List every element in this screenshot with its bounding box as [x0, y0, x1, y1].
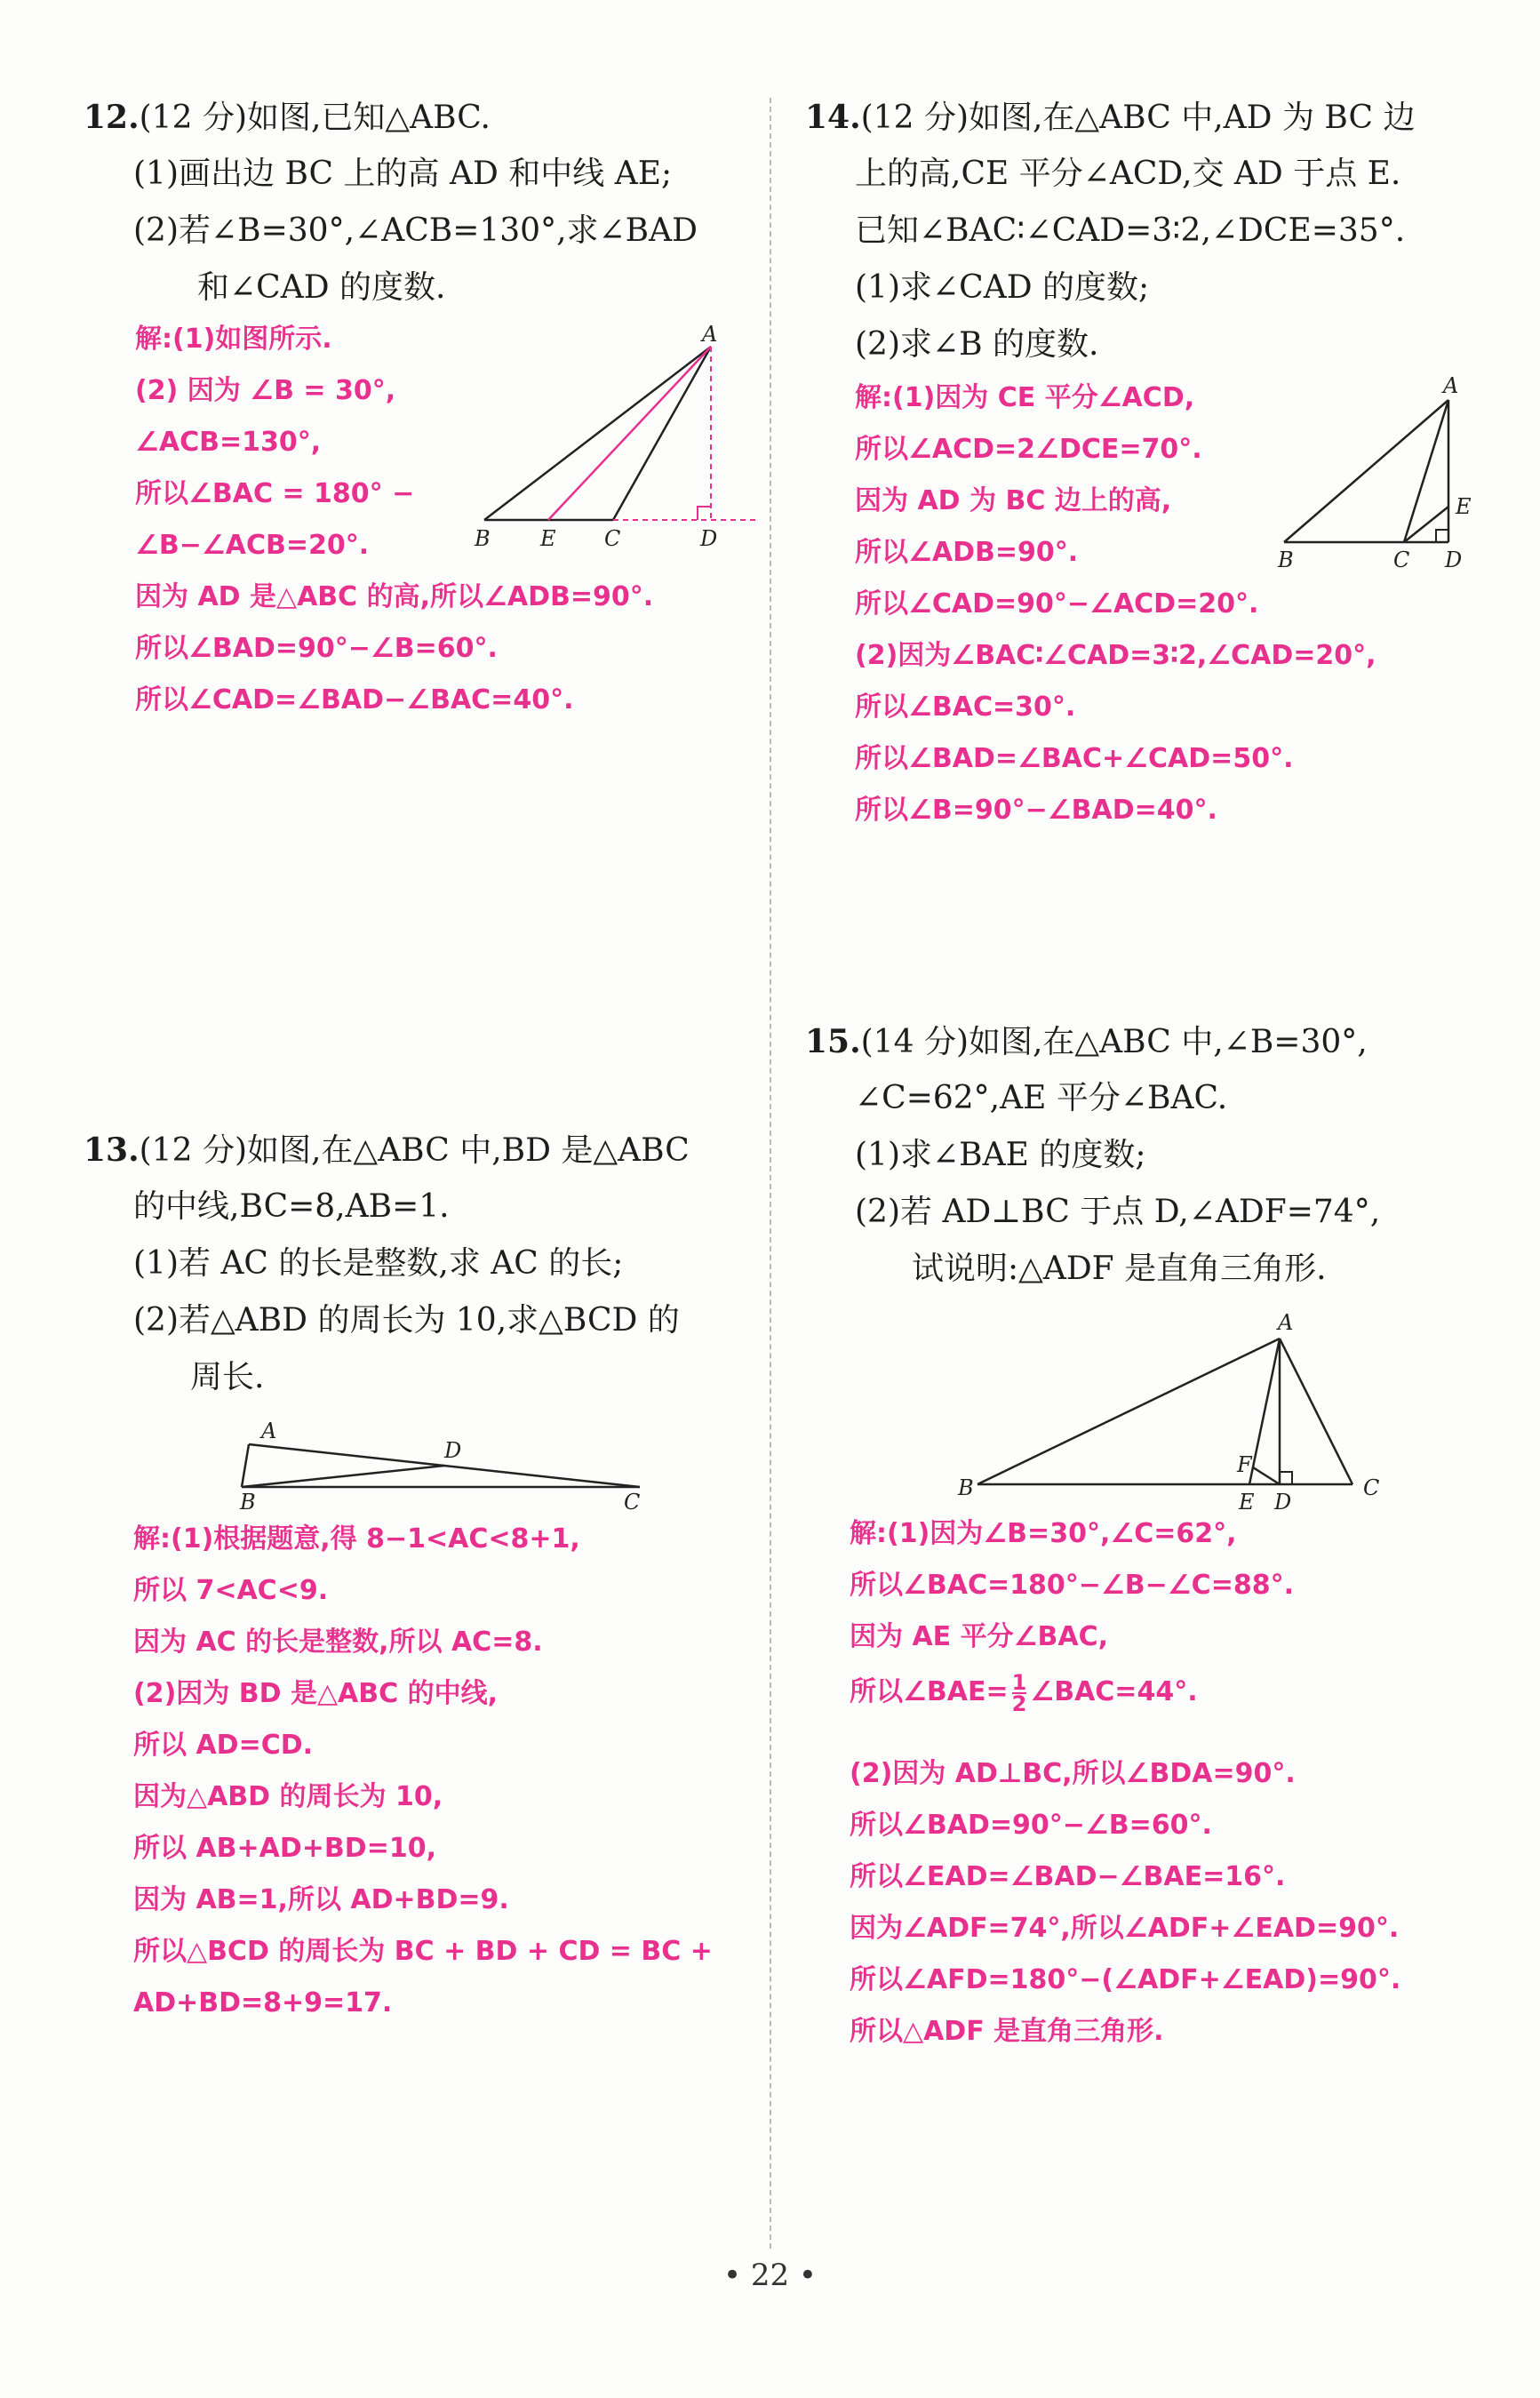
q14-head-text: (12 分)如图,在△ABC 中,AD 为 BC 边 [860, 100, 1416, 136]
column-divider [770, 98, 771, 2249]
q15-sol-10: 所以△ADF 是直角三角形. [850, 2016, 1164, 2047]
q13-sol-3: 因为 AC 的长是整数,所以 AC=8. [133, 1627, 543, 1658]
q12-sol-1: 解:(1)如图所示. [135, 324, 332, 355]
q14-triangle-figure [1262, 373, 1493, 578]
q13-label-C: C [624, 1490, 641, 1515]
q15-label-D: D [1274, 1490, 1292, 1515]
q15-number: 15. [805, 1023, 861, 1060]
q15-right-angle-mark [1280, 1472, 1292, 1484]
q12-sol-2: (2) 因为 ∠B = 30°, [135, 375, 396, 406]
q14-label-B: B [1278, 548, 1294, 572]
q12-number: 12. [84, 99, 140, 136]
q13-label-A: A [261, 1419, 277, 1443]
q15-label-A: A [1278, 1310, 1294, 1335]
q15-sol-9: 所以∠AFD=180°−(∠ADF+∠EAD)=90°. [850, 1964, 1401, 1995]
q15-sol-2: 所以∠BAC=180°−∠B−∠C=88°. [850, 1570, 1294, 1601]
q12-label-C: C [604, 526, 621, 551]
q15-part2b: 试说明:△ADF 是直角三角形. [912, 1251, 1327, 1287]
q15-part2a: (2)若 AD⊥BC 于点 D,∠ADF=74°, [855, 1194, 1381, 1230]
q13-median-BD [242, 1466, 444, 1487]
q15-sol-7: 所以∠EAD=∠BAD−∠BAE=16°. [850, 1861, 1286, 1892]
q12-sol-8: 所以∠CAD=∠BAD−∠BAC=40°. [135, 684, 574, 715]
q14-sol-7: 所以∠BAC=30°. [855, 691, 1076, 723]
q12-sol-5: ∠B−∠ACB=20°. [135, 530, 370, 561]
q13-side-AB [242, 1444, 249, 1487]
q15-label-B: B [958, 1475, 974, 1500]
q12-head-text: (12 分)如图,已知△ABC. [139, 100, 491, 136]
q15-label-C: C [1363, 1475, 1380, 1500]
q15-label-E: E [1239, 1490, 1255, 1515]
q15-bae-suffix: ∠BAC=44°. [1030, 1676, 1198, 1707]
q13-part1: (1)若 AC 的长是整数,求 AC 的长; [133, 1245, 624, 1282]
q14-sol-8: 所以∠BAD=∠BAC+∠CAD=50°. [855, 743, 1294, 774]
q15-frac-numerator: 1 [1011, 1669, 1027, 1695]
q15-sol-4 [850, 1667, 1198, 1717]
q12-part2b: 和∠CAD 的度数. [197, 269, 446, 306]
q15-bae-prefix: 所以∠BAE= [850, 1676, 1009, 1707]
q15-sol-8: 因为∠ADF=74°,所以∠ADF+∠EAD=90°. [850, 1913, 1400, 1944]
q14-sol-5: 所以∠CAD=90°−∠ACD=20°. [855, 588, 1259, 619]
q15-label-F: F [1237, 1452, 1252, 1477]
q15-sol-3: 因为 AE 平分∠BAC, [850, 1621, 1108, 1652]
q14-sol-1: 解:(1)因为 CE 平分∠ACD, [855, 382, 1195, 413]
q12-sol-7: 所以∠BAD=90°−∠B=60°. [135, 633, 498, 664]
q12-label-E: E [540, 526, 556, 551]
q14-header [805, 98, 1416, 138]
q13-sol-1: 解:(1)根据题意,得 8−1<AC<8+1, [133, 1523, 580, 1555]
q12-sol-6: 因为 AD 是△ABC 的高,所以∠ADB=90°. [135, 581, 654, 612]
q15-header [805, 1022, 1368, 1062]
q14-label-D: D [1445, 548, 1463, 572]
q13-sol-7: 所以 AB+AD+BD=10, [133, 1833, 436, 1864]
q14-right-angle-mark [1436, 530, 1448, 542]
q15-fraction-half [1011, 1669, 1027, 1716]
page-number: • 22 • [723, 2258, 817, 2293]
q13-sol-10: AD+BD=8+9=17. [133, 1987, 393, 2018]
q13-part2b: 周长. [190, 1359, 265, 1395]
q12-label-A: A [702, 322, 718, 347]
q15-sol-5: (2)因为 AD⊥BC,所以∠BDA=90°. [850, 1758, 1296, 1789]
q13-head-line2: 的中线,BC=8,AB=1. [133, 1188, 450, 1225]
q14-label-A: A [1443, 373, 1459, 398]
q15-sol-1: 解:(1)因为∠B=30°,∠C=62°, [850, 1518, 1237, 1549]
q13-sol-6: 因为△ABD 的周长为 10, [133, 1781, 443, 1812]
q12-side-AC [613, 347, 711, 520]
q15-sol-6: 所以∠BAD=90°−∠B=60°. [850, 1810, 1212, 1841]
q14-sol-9: 所以∠B=90°−∠BAD=40°. [855, 795, 1217, 826]
q12-right-angle-mark [698, 507, 711, 520]
q15-bisector-AE [1249, 1339, 1280, 1484]
q12-sol-4: 所以∠BAC = 180° − [135, 478, 415, 509]
q15-line2: ∠C=62°,AE 平分∠BAC. [855, 1080, 1228, 1116]
q14-number: 14. [805, 99, 861, 136]
q14-line2: 上的高,CE 平分∠ACD,交 AD 于点 E. [855, 156, 1401, 192]
q14-sol-6: (2)因为∠BAC∶∠CAD=3∶2,∠CAD=20°, [855, 640, 1376, 671]
q15-part1: (1)求∠BAE 的度数; [855, 1137, 1146, 1173]
q14-sol-3: 因为 AD 为 BC 边上的高, [855, 485, 1172, 516]
q15-side-AB [977, 1339, 1280, 1484]
q12-label-B: B [475, 526, 491, 551]
q14-part2: (2)求∠B 的度数. [855, 326, 1099, 363]
q14-sol-4: 所以∠ADB=90°. [855, 537, 1079, 568]
q14-line3: 已知∠BAC∶∠CAD=3∶2,∠DCE=35°. [855, 212, 1406, 249]
q12-label-D: D [700, 526, 718, 551]
q14-side-AB [1284, 400, 1448, 542]
q13-label-D: D [444, 1438, 462, 1463]
q12-header [84, 98, 491, 138]
q13-sol-9: 所以△BCD 的周长为 BC + BD + CD = BC + [133, 1936, 713, 1967]
q12-triangle-figure [462, 320, 764, 560]
q12-part1: (1)画出边 BC 上的高 AD 和中线 AE; [133, 156, 673, 192]
q13-label-B: B [240, 1490, 256, 1515]
q13-head-text: (12 分)如图,在△ABC 中,BD 是△ABC [139, 1132, 690, 1169]
q13-triangle-figure [222, 1413, 666, 1520]
q14-sol-2: 所以∠ACD=2∠DCE=70°. [855, 434, 1202, 465]
q13-header [84, 1131, 690, 1171]
q12-median-AE [548, 347, 711, 520]
q13-sol-5: 所以 AD=CD. [133, 1730, 314, 1761]
q13-sol-8: 因为 AB=1,所以 AD+BD=9. [133, 1884, 509, 1915]
q15-head-text: (14 分)如图,在△ABC 中,∠B=30°, [860, 1024, 1368, 1060]
q13-number: 13. [84, 1131, 140, 1169]
q14-label-C: C [1393, 548, 1410, 572]
q15-side-AC [1280, 1339, 1352, 1484]
q12-side-AB [484, 347, 711, 520]
q14-label-E: E [1456, 494, 1472, 519]
q12-sol-3: ∠ACB=130°, [135, 427, 322, 458]
q13-sol-4: (2)因为 BD 是△ABC 的中线, [133, 1678, 498, 1709]
q12-part2a: (2)若∠B=30°,∠ACB=130°,求∠BAD [133, 212, 698, 249]
q15-segment-DF [1253, 1467, 1280, 1484]
q13-sol-2: 所以 7<AC<9. [133, 1575, 329, 1606]
q14-side-AC [1404, 400, 1448, 542]
q14-part1: (1)求∠CAD 的度数; [855, 269, 1150, 306]
q13-part2a: (2)若△ABD 的周长为 10,求△BCD 的 [133, 1302, 680, 1339]
q15-triangle-figure [942, 1307, 1404, 1515]
q15-frac-denominator: 2 [1011, 1691, 1027, 1716]
